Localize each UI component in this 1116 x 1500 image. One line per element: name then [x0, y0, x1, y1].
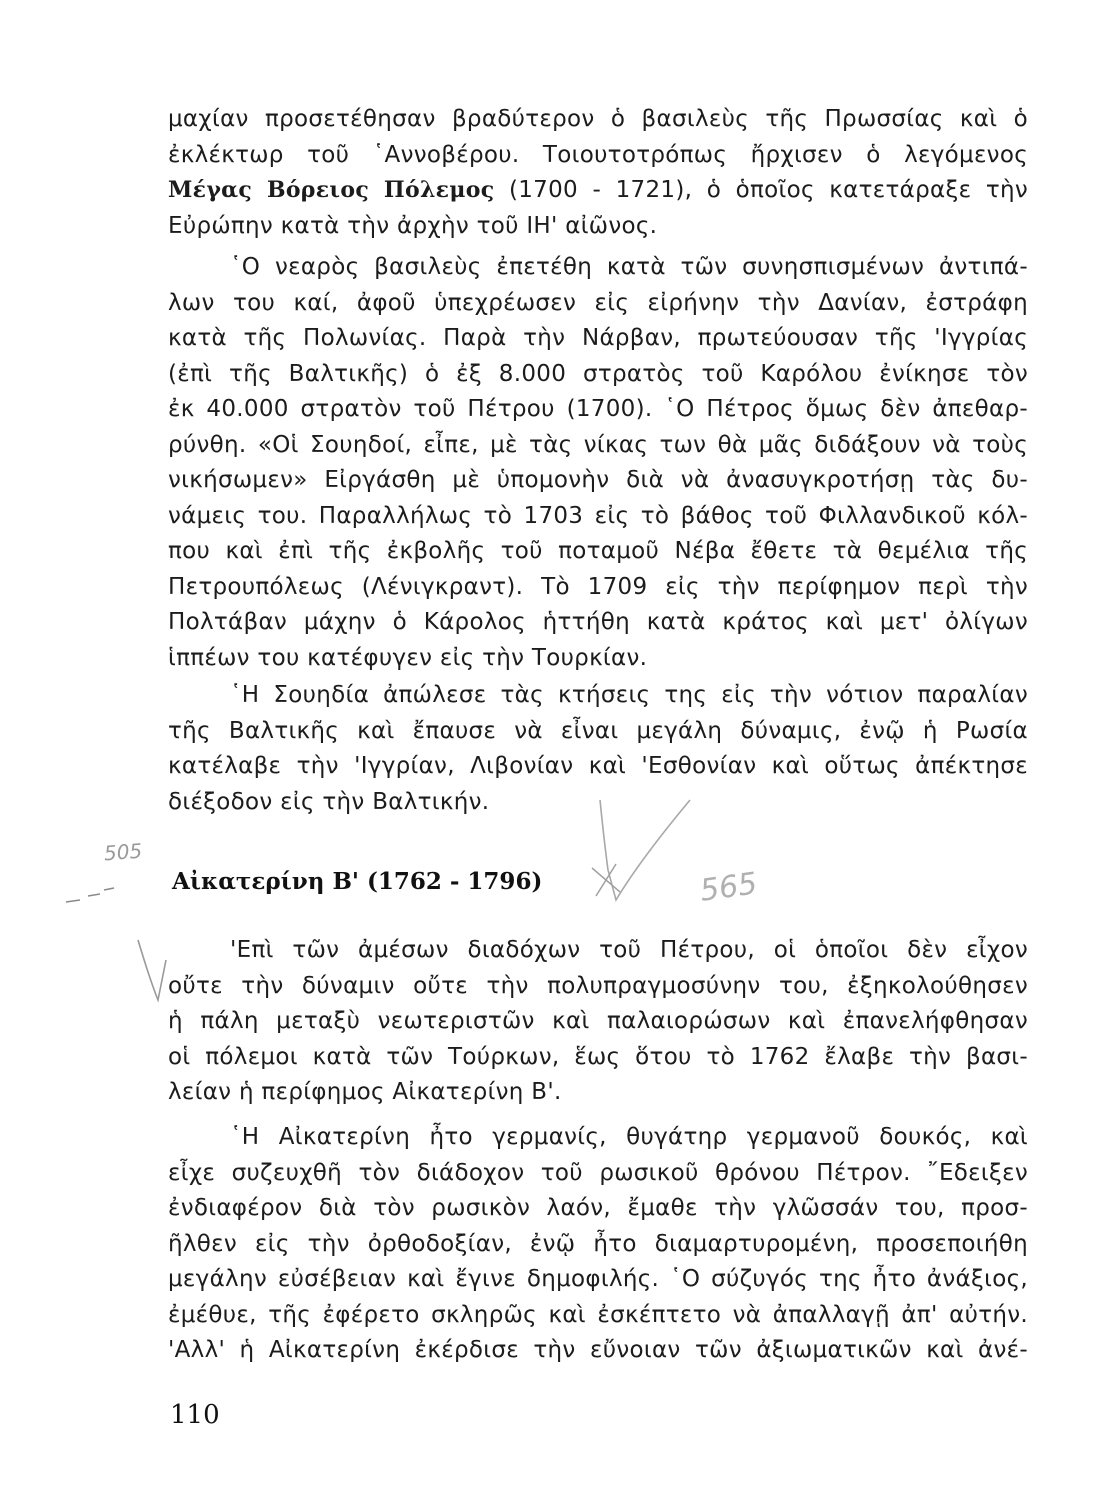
text-line: 'Επὶ τῶν ἀμέσων διαδόχων τοῦ Πέτρου, οἱ ὁποῖοι δὲν εἶχον [230, 937, 1028, 963]
text-span: (1700 - 1721), ὁ ὁποῖος κατετάραξε τὴν [494, 177, 1028, 203]
text-line: ἱππέων του κατέφυγεν εἰς τὴν Τουρκίαν. [168, 644, 648, 671]
text-line: κατέλαβε τὴν 'Ιγγρίαν, Λιβονίαν καὶ 'Εσθονίαν καὶ οὕτως ἀπέκτησε [168, 753, 1028, 779]
text-line: διέξοδον εἰς τὴν Βαλτικήν. [168, 788, 490, 815]
war-name-bold: Μέγας Βόρειος Πόλεμος [168, 177, 495, 203]
pencil-cross [592, 864, 620, 896]
text-line: μαχίαν προσετέθησαν βραδύτερον ὁ βασιλεὺς τῆς Πρωσσίας καὶ ὁ [168, 106, 1028, 132]
text-line: Πετρουπόλεως (Λένιγκραντ). Τὸ 1709 εἰς τὴν περίφημον περὶ τὴν [168, 573, 1028, 600]
text-line: ῆλθεν εἰς τὴν ὀρθοδοξίαν, ἐνῷ ἦτο διαμαρτυρομένη, προσεποιήθη [168, 1230, 1028, 1257]
text-line: που καὶ ἐπὶ τῆς ἐκβολῆς τοῦ ποταμοῦ Νέβα ἔθετε τὰ θεμέλια τῆς [168, 538, 1028, 564]
text-line: οὔτε τὴν δύναμιν οὔτε τὴν πολυπραγμοσύνην του, ἐξηκολούθησεν [168, 972, 1028, 999]
pencil-check-center [600, 800, 690, 900]
page-number: 110 [170, 1400, 220, 1430]
margin-note-center: 565 [697, 866, 760, 909]
text-line: ἡ πάλη μεταξὺ νεωτεριστῶν καὶ παλαιορώσων καὶ ἐπανελήφθησαν [168, 1008, 1028, 1034]
text-line: νικήσωμεν» Εἰργάσθη μὲ ὑπομονὴν διὰ νὰ ἀνασυγκροτήσῃ τὰς δυ- [168, 467, 1028, 493]
text-line: ῾Ο νεαρὸς βασιλεὺς ἐπετέθη κατὰ τῶν συνησπισμένων ἀντιπά- [230, 254, 1028, 280]
text-line: ἐκλέκτωρ τοῦ ῾Αννοβέρου. Τοιουτοτρόπως ἤρχισεν ὁ λεγόμενος [168, 141, 1028, 168]
margin-note-left: 505 [103, 838, 143, 866]
text-line: ἐνδιαφέρον διὰ τὸν ρωσικὸν λαόν, ἔμαθε τὴν γλῶσσάν του, προσ- [168, 1195, 1028, 1221]
text-line: ῾Η Αἰκατερίνη ἦτο γερμανίς, θυγάτηρ γερμανοῦ δουκός, καὶ [230, 1124, 1028, 1150]
text-line: νάμεις του. Παραλλήλως τὸ 1703 εἰς τὸ βάθος τοῦ Φιλλανδικοῦ κόλ- [168, 502, 1028, 529]
text-line: τῆς Βαλτικῆς καὶ ἔπαυσε νὰ εἶναι μεγάλη δύναμις, ἐνῷ ἡ Ρωσία [168, 717, 1028, 744]
text-line: ἐκ 40.000 στρατὸν τοῦ Πέτρου (1700). ῾Ο Πέτρος ὅμως δὲν ἀπεθαρ- [168, 396, 1028, 422]
text-line: κατὰ τῆς Πολωνίας. Παρὰ τὴν Νάρβαν, πρωτεύουσαν τῆς 'Ιγγρίας [168, 325, 1028, 351]
text-line: οἱ πόλεμοι κατὰ τῶν Τούρκων, ἕως ὅτου τὸ 1762 ἔλαβε τὴν βασι- [168, 1043, 1028, 1070]
text-line: εἶχε συζευχθῆ τὸν διάδοχον τοῦ ρωσικοῦ θρόνου Πέτρον. ῎Εδειξεν [168, 1159, 1028, 1186]
text-line: ῾Η Σουηδία ἀπώλεσε τὰς κτήσεις της εἰς τὴν νότιον παραλίαν [230, 682, 1028, 708]
pencil-dash [66, 888, 114, 902]
text-line: λων του καί, ἀφοῦ ὑπεχρέωσεν εἰς εἰρήνην τὴν Δανίαν, ἐστράφη [168, 289, 1028, 316]
pencil-check-left [138, 940, 166, 1000]
text-line: ρύνθη. «Οἱ Σουηδοί, εἶπε, μὲ τὰς νίκας των θὰ μᾶς διδάξουν νὰ τοὺς [168, 431, 1028, 458]
text-line: λείαν ἡ περίφημος Αἰκατερίνη Β'. [168, 1079, 562, 1105]
text-line: μεγάλην εὐσέβειαν καὶ ἔγινε δημοφιλής. ῾Ο σύζυγός της ἦτο ἀνάξιος, [168, 1266, 1028, 1292]
text-line: Εὐρώπην κατὰ τὴν ἀρχὴν τοῦ ΙΗ' αἰῶνος. [168, 212, 658, 239]
section-heading: Αἰκατερίνη Β' (1762 - 1796) [172, 868, 543, 895]
text-line: Πολτάβαν μάχην ὁ Κάρολος ἡττήθη κατὰ κράτος καὶ μετ' ὀλίγων [168, 609, 1028, 635]
text-line: 'Αλλ' ἡ Αἰκατερίνη ἐκέρδισε τὴν εὔνοιαν τῶν ἀξιωματικῶν καὶ ἀνέ- [168, 1337, 1028, 1363]
text-line: ἐμέθυε, τῆς ἐφέρετο σκληρῶς καὶ ἐσκέπτετο νὰ ἀπαλλαγῇ ἀπ' αὐτήν. [168, 1301, 1028, 1328]
text-line: (ἐπὶ τῆς Βαλτικῆς) ὁ ἐξ 8.000 στρατὸς τοῦ Καρόλου ἐνίκησε τὸν [168, 360, 1028, 387]
